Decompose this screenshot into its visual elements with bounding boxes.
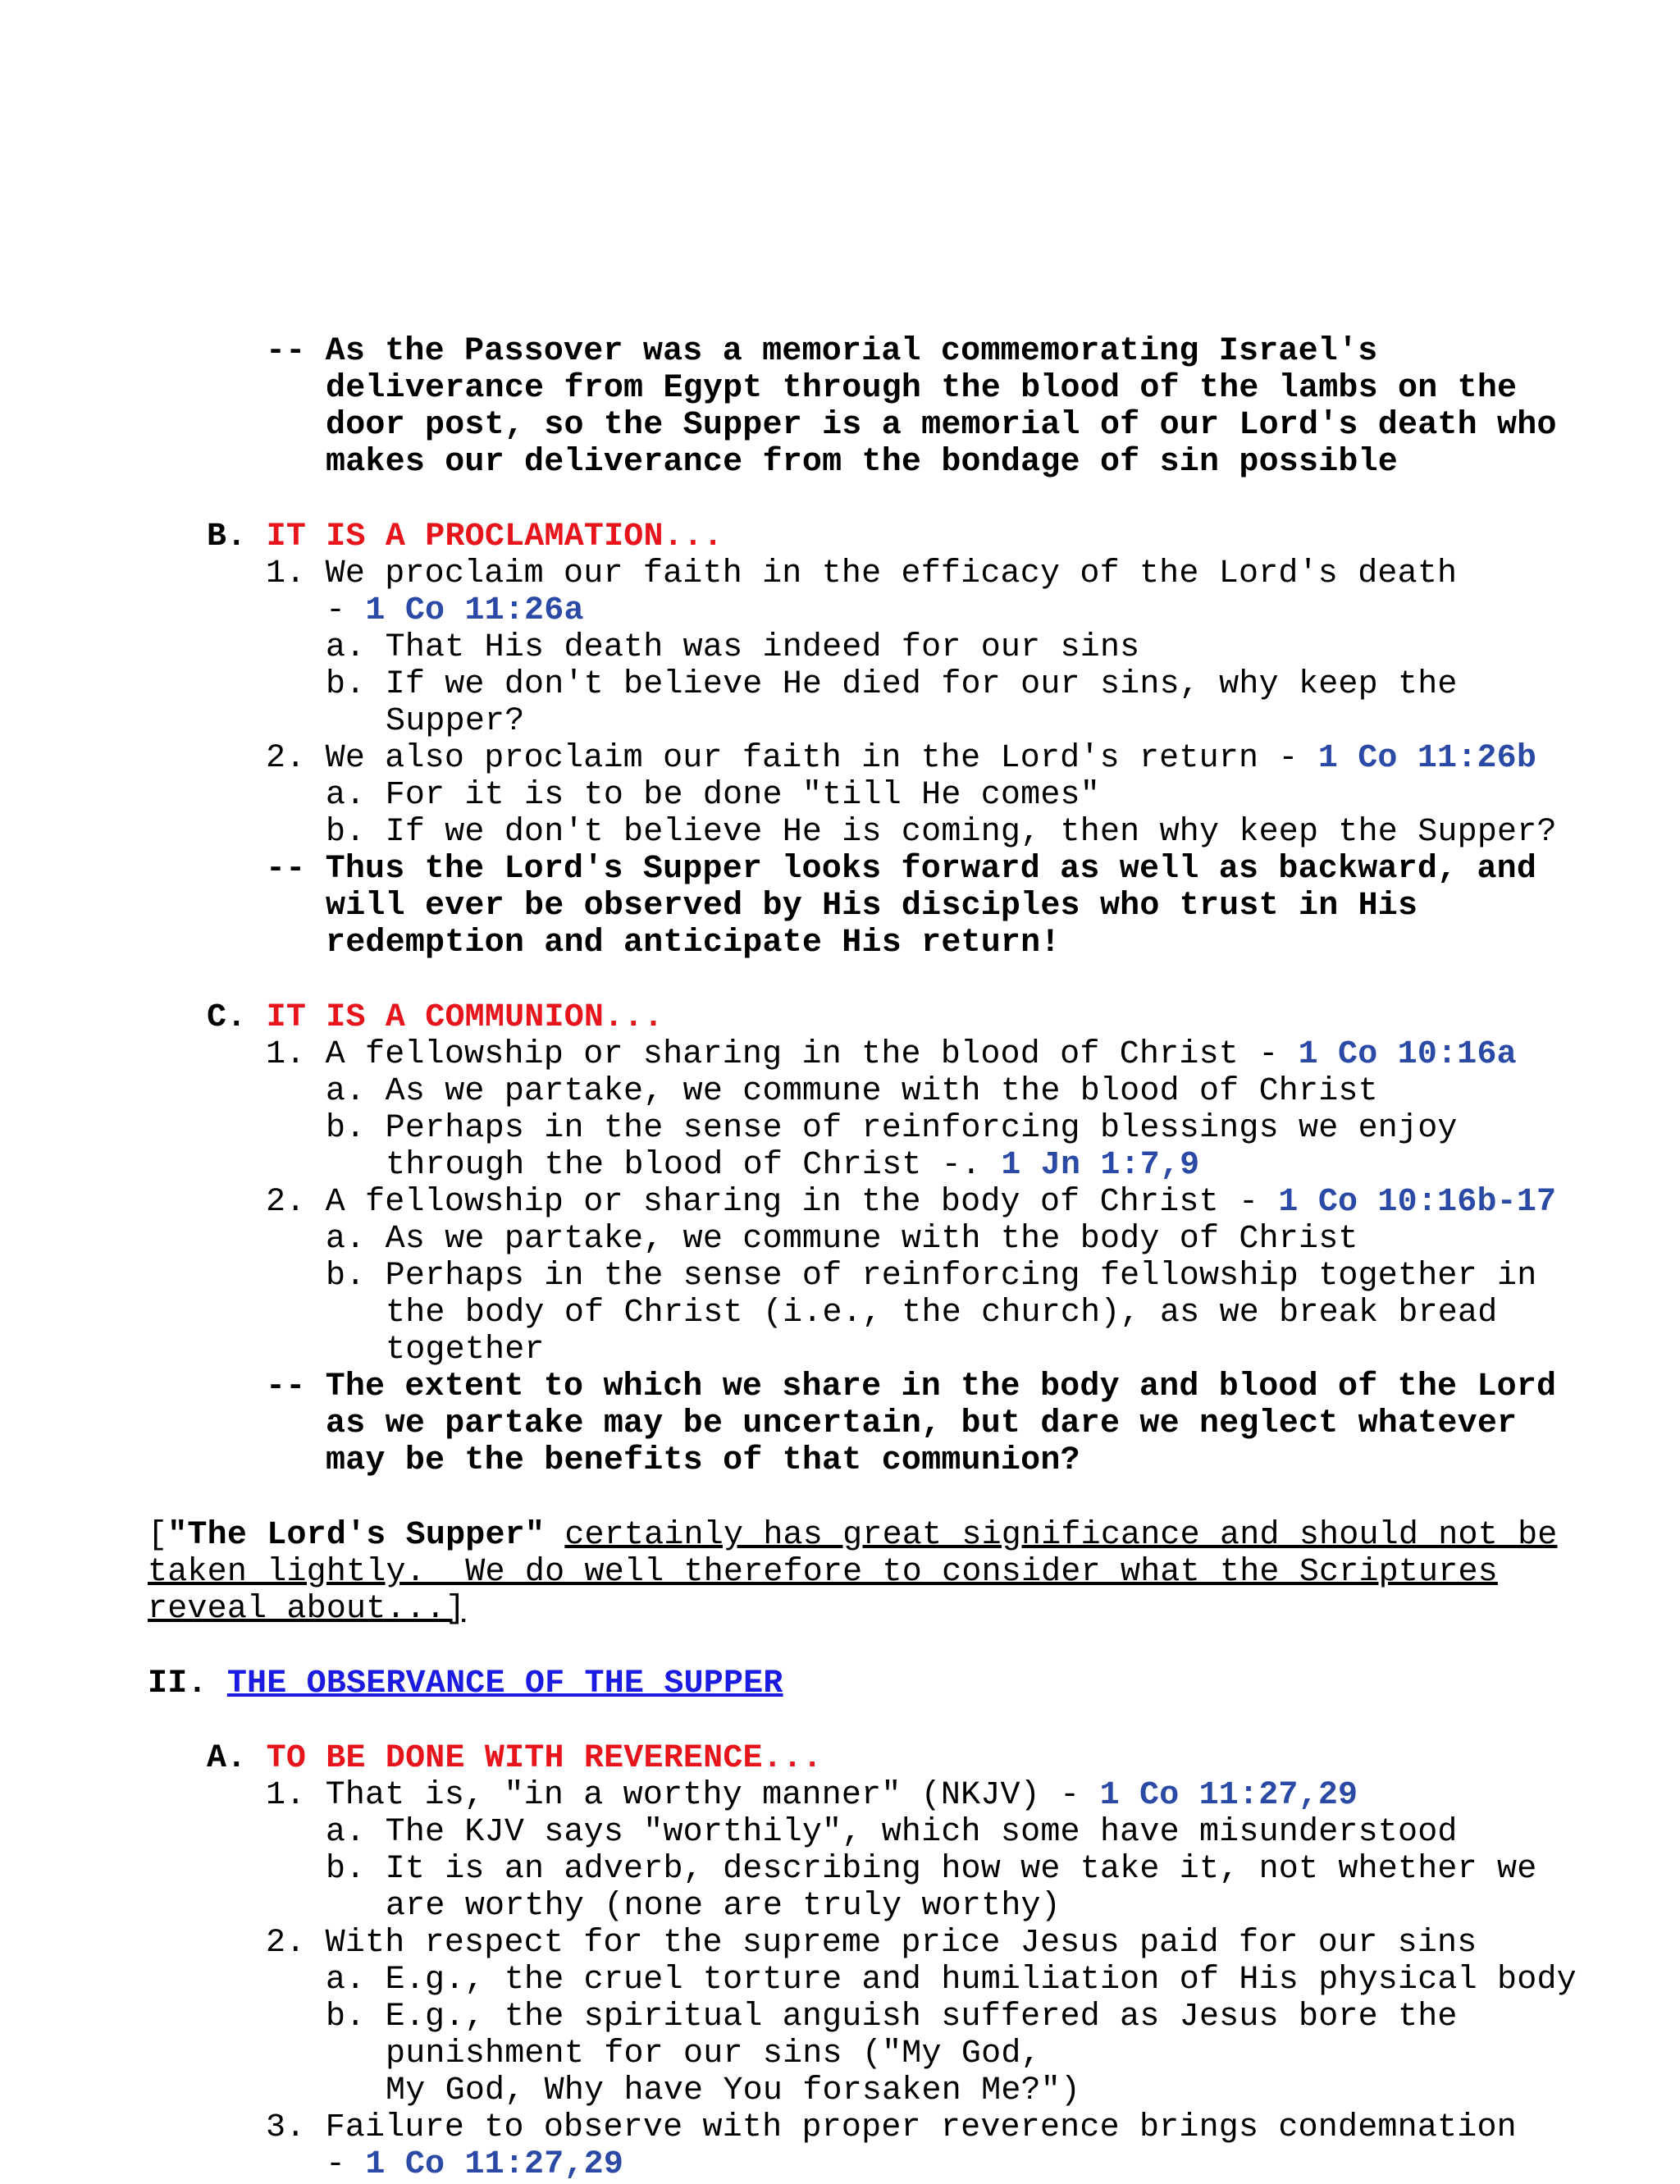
outline-point (266, 1777, 1358, 1815)
section-title: IT IS A PROCLAMATION... (266, 519, 724, 555)
outline-point (266, 740, 1536, 778)
outline-subpoint: a. The KJV says "worthily", which some have misunderstood (326, 1814, 1458, 1851)
scripture-reference: 1 Jn 1:7,9 (1001, 1147, 1200, 1184)
dash: - (326, 592, 366, 629)
outline-subpoint: a. For it is to be done "till He comes" (326, 777, 1100, 814)
transition-paragraph (148, 1517, 1558, 1555)
space (545, 1517, 564, 1554)
outline-subpoint: b. Perhaps in the sense of reinforcing fellowship together in (326, 1258, 1537, 1295)
summary-note-line: may be the benefits of that communion? (326, 1442, 1080, 1479)
section-letter: B. (207, 519, 247, 555)
dash: - (326, 2146, 366, 2183)
transition-paragraph: reveal about...] (148, 1591, 466, 1628)
outline-subpoint: b. If we don't believe He is coming, then why keep the Supper? (326, 814, 1557, 851)
scripture-reference: 1 Co 10:16b-17 (1278, 1184, 1557, 1221)
summary-note-line: as we partake may be uncertain, but dare we neglect whatever (326, 1405, 1518, 1442)
transition-title: "The Lord's Supper" (167, 1517, 546, 1554)
transition-text: certainly has great significance and should not be (564, 1517, 1558, 1554)
outline-subpoint: b. E.g., the spiritual anguish suffered as Jesus bore the (326, 1999, 1458, 2036)
scripture-reference: 1 Co 11:26a (365, 592, 584, 629)
section-title: TO BE DONE WITH REVERENCE... (266, 1740, 823, 1777)
outline-point (326, 2146, 623, 2184)
scripture-reference: 1 Co 11:26b (1317, 740, 1537, 777)
outline-subpoint (386, 1147, 1199, 1185)
summary-note-line: deliverance from Egypt through the blood of the lambs on the (326, 370, 1518, 407)
outline-subpoint: a. That His death was indeed for our sins (326, 629, 1140, 666)
point-text: 1. That is, "in a worthy manner" (NKJV) - (266, 1777, 1100, 1814)
outline-subpoint: together (386, 1332, 545, 1368)
summary-note-line: redemption and anticipate His return! (326, 925, 1061, 962)
scripture-reference: 1 Co 10:16a (1298, 1036, 1517, 1073)
section-title: IT IS A COMMUNION... (266, 999, 664, 1036)
summary-note-line: -- As the Passover was a memorial commemorating Israel's (266, 333, 1378, 370)
outline-subpoint: a. As we partake, we commune with the blood of Christ (326, 1073, 1378, 1110)
transition-paragraph: taken lightly. We do well therefore to consider what the Scriptures (148, 1554, 1498, 1591)
section-b-heading (207, 519, 723, 556)
outline-subpoint: b. It is an adverb, describing how we take it, not whether we (326, 1851, 1537, 1888)
outline-subpoint: a. As we partake, we commune with the body of Christ (326, 1221, 1358, 1258)
summary-note-line: -- Thus the Lord's Supper looks forward as well as backward, and (266, 851, 1537, 888)
point-text: 2. A fellowship or sharing in the body of Christ - (266, 1184, 1279, 1221)
outline-subpoint: My God, Why have You forsaken Me?") (386, 2072, 1081, 2109)
main-point-number: II. (148, 1665, 208, 1702)
section-c-heading (207, 999, 664, 1037)
section-a-heading (207, 1740, 822, 1778)
scripture-reference: 1 Co 11:27,29 (1099, 1777, 1358, 1814)
outline-subpoint: are worthy (none are truly worthy) (386, 1888, 1061, 1925)
outline-subpoint: b. If we don't believe He died for our sins, why keep the (326, 666, 1458, 703)
outline-point: 3. Failure to observe with proper reverence brings condemnation (266, 2109, 1517, 2146)
section-letter: A. (207, 1740, 247, 1777)
outline-subpoint: punishment for our sins ("My God, (386, 2036, 1041, 2072)
section-letter: C. (207, 999, 247, 1036)
summary-note-line: will ever be observed by His disciples who trust in His (326, 888, 1418, 925)
outline-subpoint: the body of Christ (i.e., the church), as we break bread (386, 1295, 1498, 1332)
bracket: [ (148, 1517, 168, 1554)
summary-note-line: -- The extent to which we share in the body and blood of the Lord (266, 1368, 1557, 1405)
outline-point: 2. With respect for the supreme price Jesus paid for our sins (266, 1925, 1477, 1962)
outline-point (326, 592, 584, 630)
outline-subpoint: b. Perhaps in the sense of reinforcing blessings we enjoy (326, 1110, 1458, 1147)
summary-note-line: door post, so the Supper is a memorial of our Lord's death who (326, 407, 1557, 444)
scripture-reference: 1 Co 11:27,29 (365, 2146, 624, 2183)
outline-subpoint: Supper? (386, 703, 525, 740)
main-point-heading (148, 1665, 783, 1703)
point-text: 1. A fellowship or sharing in the blood of Christ - (266, 1036, 1299, 1073)
outline-point: 1. We proclaim our faith in the efficacy of the Lord's death (266, 555, 1458, 592)
outline-point (266, 1036, 1517, 1074)
outline-subpoint: a. E.g., the cruel torture and humiliation of His physical body (326, 1962, 1577, 1999)
point-text: 2. We also proclaim our faith in the Lord's return - (266, 740, 1318, 777)
point-text: through the blood of Christ -. (386, 1147, 1002, 1184)
summary-note-line: makes our deliverance from the bondage of sin possible (326, 444, 1399, 481)
outline-point (266, 1184, 1556, 1222)
main-point-title[interactable]: THE OBSERVANCE OF THE SUPPER (226, 1665, 783, 1702)
